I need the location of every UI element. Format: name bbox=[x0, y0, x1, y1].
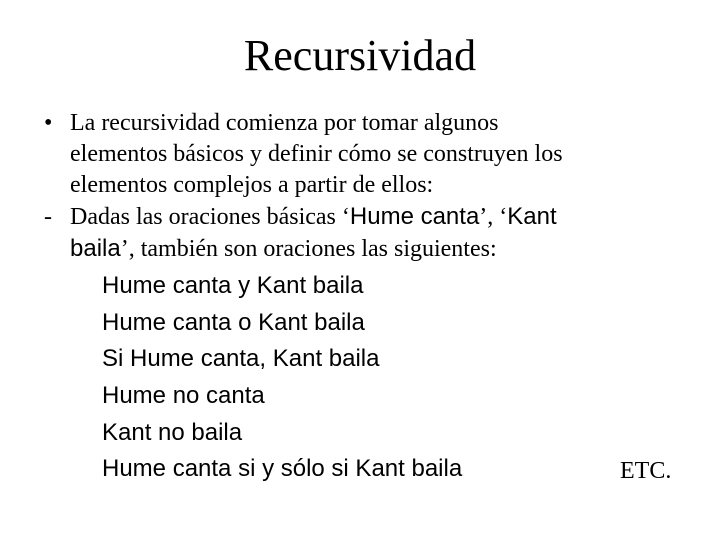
bullet1-line-1: La recursividad comienza por tomar algunos bbox=[70, 110, 499, 136]
example-sentence: Hume canta si y sólo si Kant baila bbox=[102, 455, 463, 482]
bullet-marker: • bbox=[44, 110, 53, 136]
etc-label: ETC. bbox=[620, 458, 672, 484]
quoted-sentence: Hume canta bbox=[349, 203, 480, 230]
bullet2-text: Dadas las oraciones básicas ‘ bbox=[70, 204, 350, 230]
bullet2-line-2 bbox=[70, 234, 497, 264]
bullet2-line-1 bbox=[70, 202, 557, 232]
quoted-sentence: Kant bbox=[507, 203, 557, 230]
example-sentence: Hume canta y Kant baila bbox=[102, 272, 364, 299]
dash-marker: - bbox=[44, 204, 52, 230]
example-sentence: Kant no baila bbox=[102, 419, 243, 446]
quoted-sentence: baila bbox=[70, 235, 121, 262]
example-sentence: Si Hume canta, Kant baila bbox=[102, 345, 380, 372]
bullet1-line-2: elementos básicos y definir cómo se construyen los bbox=[70, 141, 563, 167]
example-sentence: Hume canta o Kant baila bbox=[102, 309, 365, 336]
example-sentence: Hume no canta bbox=[102, 382, 265, 409]
bullet1-line-3: elementos complejos a partir de ellos: bbox=[70, 172, 434, 198]
bullet2-text: ’, también son oraciones las siguientes: bbox=[120, 236, 497, 262]
slide-title: Recursividad bbox=[243, 31, 477, 80]
quote-separator: ’, ‘ bbox=[479, 204, 508, 230]
